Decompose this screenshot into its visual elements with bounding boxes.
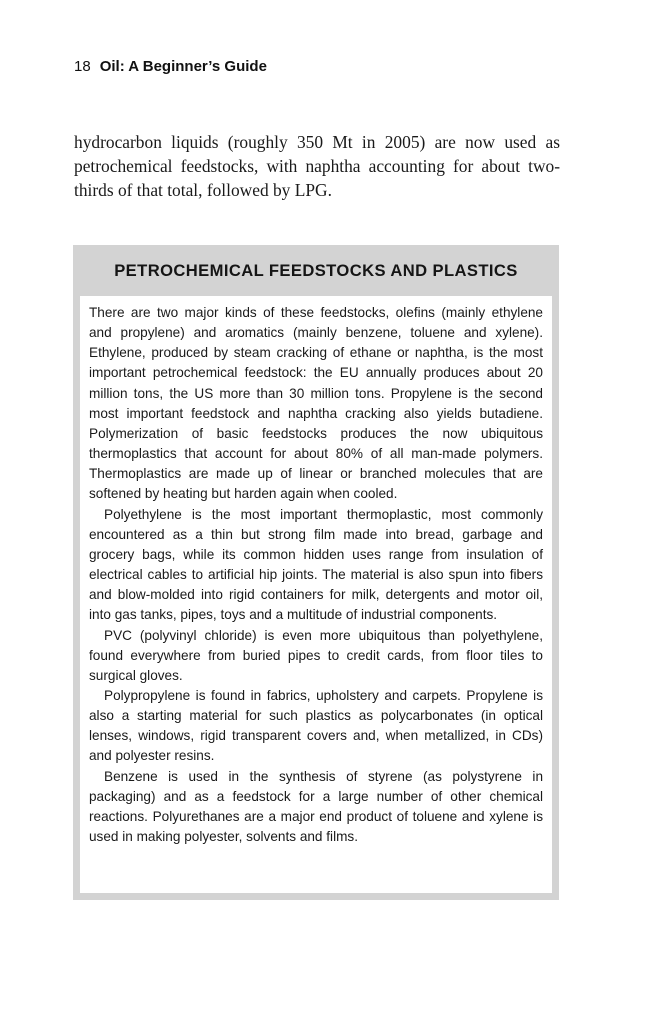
box-paragraph: Polyethylene is the most important thermoplastic, most commonly encountered as a thin but strong film made into bread, garbage and grocery bags, while its common hidden uses range from insulation of electrical cables to artificial hip joints. The material is also spun into fibers and blow-molded into rigid containers for milk, detergents and motor oil, into gas tanks, pipes, toys and a multitude of industrial components. xyxy=(89,506,543,623)
page-number: 18 xyxy=(74,58,91,75)
box-paragraph: PVC (polyvinyl chloride) is even more ubiquitous than polyethylene, found everywhere from buried pipes to credit cards, from floor tiles to surgical gloves. xyxy=(89,627,543,683)
box-paragraph: Benzene is used in the synthesis of styrene (as polystyrene in packaging) and as a feedstock for a large number of other chemical reactions. Polyurethanes are a major end product of toluene and xylene is used in making polyester, solvents and films. xyxy=(89,768,543,845)
intro-paragraph: hydrocarbon liquids (roughly 350 Mt in 2005) are now used as petrochemical feedstocks, with naphtha accounting for about two-thirds of that total, followed by LPG. xyxy=(74,132,560,200)
running-header xyxy=(74,58,267,75)
box-paragraph: Polypropylene is found in fabrics, upholstery and carpets. Propylene is also a starting material for such plastics as polycarbonates (in optical lenses, windows, rigid transparent covers and, when metallized, in CDs) and polyester resins. xyxy=(89,687,543,764)
box-title: PETROCHEMICAL FEEDSTOCKS AND PLASTICS xyxy=(114,261,518,280)
box-body xyxy=(80,296,552,893)
sidebar-box xyxy=(73,245,559,900)
book-title: Oil: A Beginner’s Guide xyxy=(99,58,267,75)
box-paragraph: There are two major kinds of these feedstocks, olefins (mainly ethylene and propylene) and aromatics (mainly benzene, toluene and xylene). Ethylene, produced by steam cracking of ethane or naphtha, is the most important petrochemical feedstock: the EU annually produces about 20 million tons, the US more than 30 million tons. Propylene is the second most important feedstock and naphtha cracking also yields butadiene. Polymerization of basic feedstocks produces the now ubiquitous thermoplastics that account for about 80% of all man-made polymers. Thermoplastics are made up of linear or branched molecules that are softened by heating but harden again when cooled. xyxy=(89,305,543,502)
